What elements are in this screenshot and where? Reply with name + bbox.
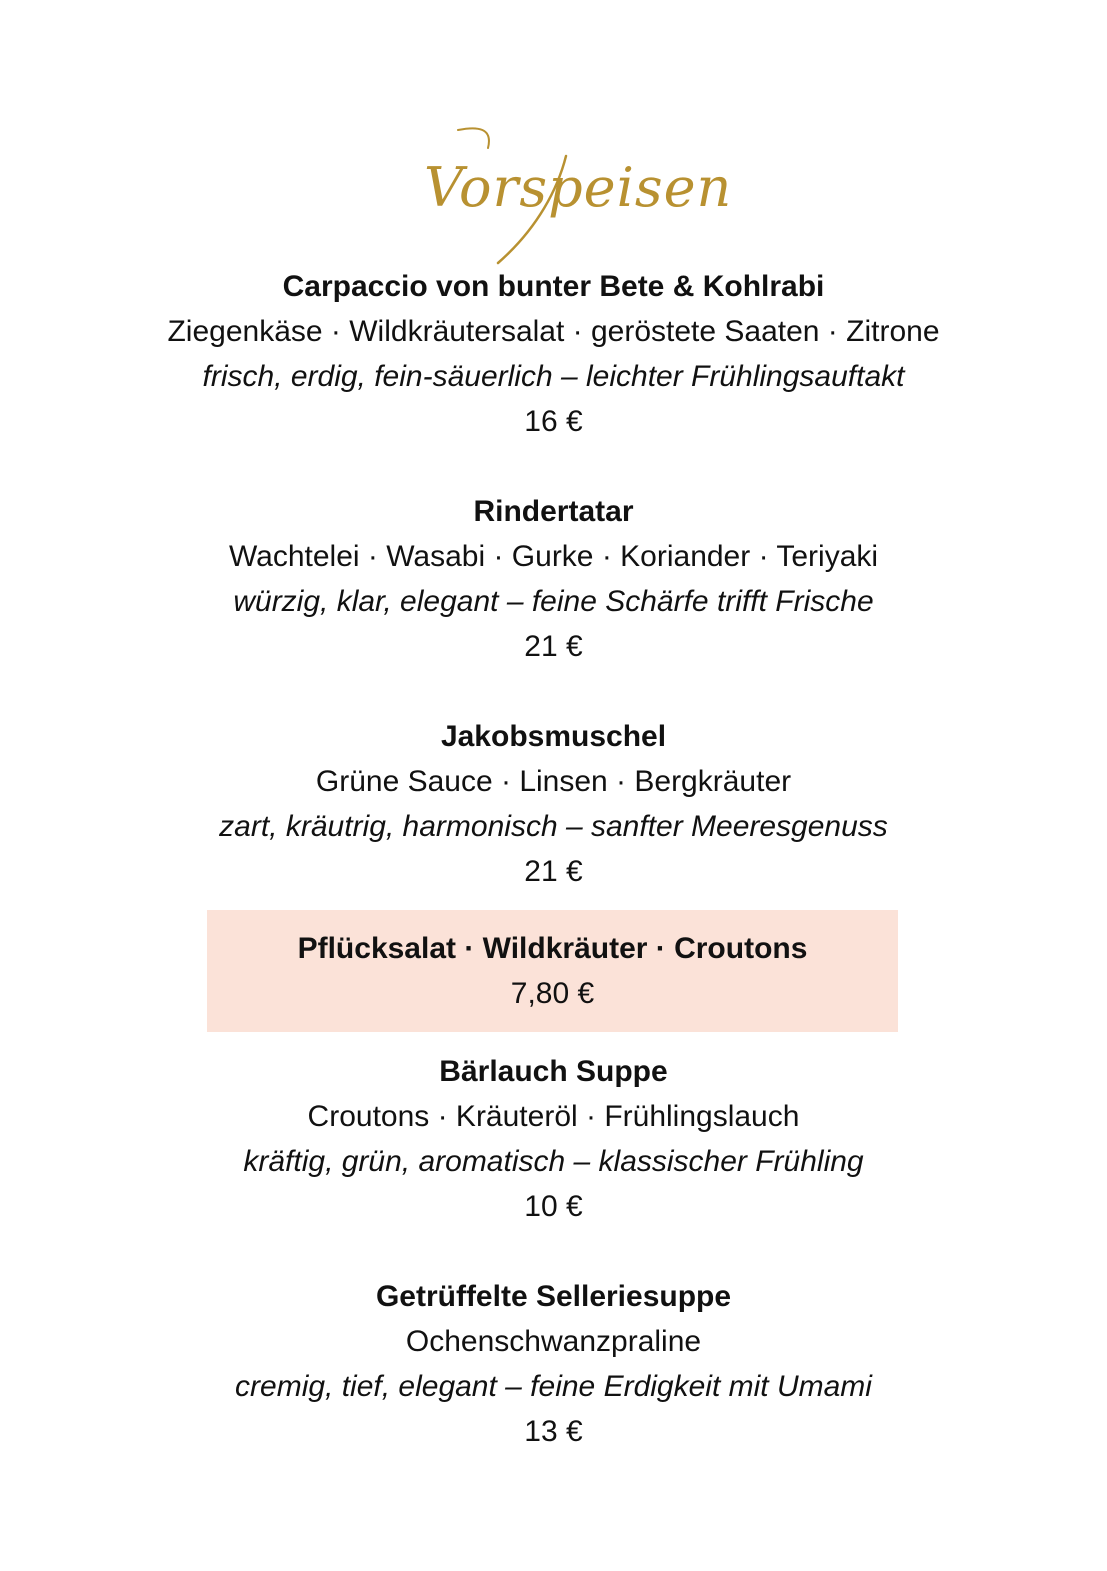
dish-item bbox=[100, 1274, 1007, 1454]
section-title-script bbox=[418, 118, 733, 268]
dish-name: Rindertatar bbox=[473, 495, 634, 528]
special-price: 7,80 € bbox=[510, 977, 595, 1010]
dish-ingredients: Grüne Sauce · Linsen · Bergkräuter bbox=[315, 765, 792, 798]
dish-name: Getrüffelte Selleriesuppe bbox=[375, 1280, 732, 1313]
dish-ingredients: Ochenschwanzpraline bbox=[405, 1325, 702, 1358]
dish-ingredients: Ziegenkäse · Wildkräutersalat · geröstete Saaten · Zitrone bbox=[167, 315, 940, 348]
dish-description: zart, kräutrig, harmonisch – sanfter Meeresgenuss bbox=[219, 810, 888, 843]
dish-name: Carpaccio von bunter Bete & Kohlrabi bbox=[282, 270, 825, 303]
dish-description: kräftig, grün, aromatisch – klassischer Frühling bbox=[243, 1145, 864, 1178]
dish-description: cremig, tief, elegant – feine Erdigkeit mit Umami bbox=[235, 1370, 872, 1403]
dish-name: Bärlauch Suppe bbox=[439, 1055, 668, 1088]
dish-price: 10 € bbox=[524, 1190, 583, 1223]
dish-price: 21 € bbox=[524, 855, 583, 888]
dish-ingredients: Croutons · Kräuteröl · Frühlingslauch bbox=[307, 1100, 800, 1133]
dish-name: Jakobsmuschel bbox=[440, 720, 667, 753]
special-highlight-box bbox=[207, 910, 898, 1032]
section-title: Vorspeisen bbox=[424, 156, 733, 219]
dish-price: 16 € bbox=[524, 405, 583, 438]
dish-price: 21 € bbox=[524, 630, 583, 663]
section-title-wrap bbox=[0, 118, 1107, 268]
special-name: Pflücksalat · Wildkräuter · Croutons bbox=[297, 932, 808, 965]
dish-item bbox=[100, 1049, 1007, 1229]
dish-price: 13 € bbox=[524, 1415, 583, 1448]
dish-item bbox=[100, 489, 1007, 669]
dish-item bbox=[100, 714, 1007, 894]
title-flourish-top bbox=[458, 128, 489, 148]
dish-ingredients: Wachtelei · Wasabi · Gurke · Koriander · Teriyaki bbox=[228, 540, 879, 573]
dish-description: würzig, klar, elegant – feine Schärfe trifft Frische bbox=[233, 585, 874, 618]
dish-description: frisch, erdig, fein-säuerlich – leichter Frühlingsauftakt bbox=[202, 360, 905, 393]
dish-item bbox=[100, 264, 1007, 444]
